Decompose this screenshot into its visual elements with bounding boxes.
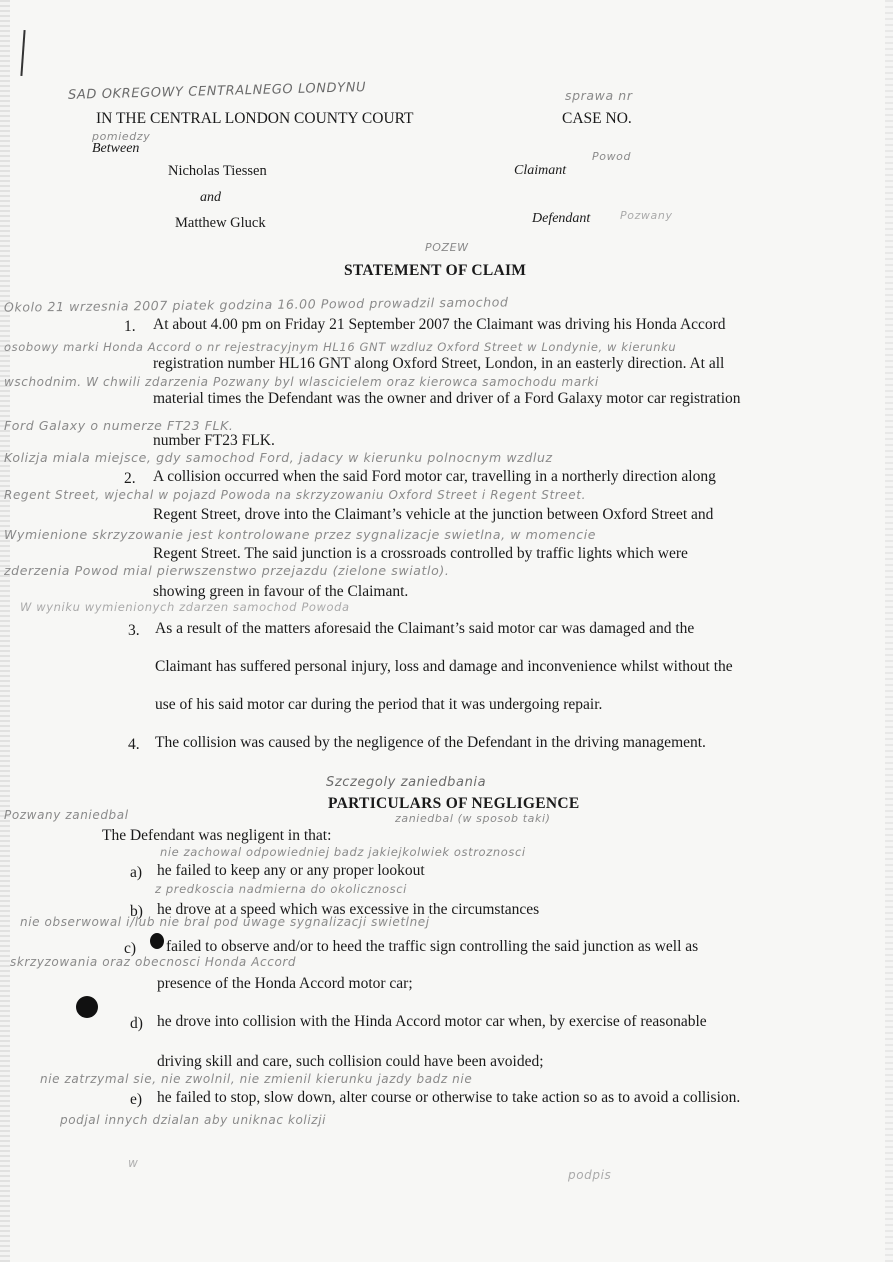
p1-line-3: material times the Defendant was the owner and driver of a Ford Galaxy motor car registration	[153, 390, 741, 407]
p1-line-2: registration number HL16 GNT along Oxford Street, London, in an easterly direction. At all	[153, 355, 725, 372]
item-d-label: d)	[130, 1015, 143, 1032]
ink-blot-1	[150, 933, 164, 949]
claimant-role: Claimant	[514, 163, 567, 178]
statement-title: STATEMENT OF CLAIM	[344, 262, 527, 279]
item-e-annotation-4: podpis	[568, 1168, 612, 1182]
p3-line-3: use of his said motor car during the period that it was undergoing repair.	[155, 696, 603, 713]
item-c-label: c)	[124, 940, 137, 957]
p4-line: The collision was caused by the negligence of the Defendant in the driving management.	[155, 734, 706, 751]
item-e-annotation-2: podjal innych dzialan aby uniknac kolizji	[60, 1113, 327, 1127]
p2-annotation-3: Wymienione skrzyzowanie jest kontrolowane przez sygnalizacje swietlna, w momencie	[4, 527, 597, 542]
between-label: Between	[92, 141, 140, 156]
defendant-annotation: Pozwany	[620, 209, 673, 222]
p2-annotation-2: Regent Street, wjechal w pojazd Powoda na skrzyzowaniu Oxford Street i Regent Street.	[4, 488, 586, 502]
intro-annotation-left: Pozwany zaniedbal	[4, 808, 129, 822]
item-b-annotation: z predkoscia nadmierna do okolicznosci	[155, 882, 407, 896]
item-c-annotation-1: nie obserwowal i/lub nie bral pod uwage sygnalizacji swietlnej	[20, 915, 430, 929]
case-annotation: sprawa nr	[565, 88, 633, 103]
claimant-name: Nicholas Tiessen	[168, 163, 267, 179]
item-e-text: he failed to stop, slow down, alter course or otherwise to take action so as to avoid a collision.	[157, 1089, 741, 1106]
statement-annotation: POZEW	[425, 241, 469, 254]
intro-annotation-right: zaniedbal (w sposob taki)	[395, 812, 551, 825]
p2-annotation-1: Kolizja miala miejsce, gdy samochod Ford, jadacy w kierunku polnocnym wzdluz	[4, 450, 553, 465]
scan-edge-right	[885, 0, 893, 1262]
p3-number: 3.	[128, 622, 140, 639]
p2-line-4: showing green in favour of the Claimant.	[153, 583, 409, 600]
item-e-annotation-1: nie zatrzymal sie, nie zwolnil, nie zmienil kierunku jazdy badz nie	[40, 1072, 473, 1086]
item-c-line-1: failed to observe and/or to heed the traffic sign controlling the said junction as well as	[166, 938, 699, 955]
p3-line-1: As a result of the matters aforesaid the Claimant’s said motor car was damaged and the	[155, 620, 695, 637]
item-d-line-2: driving skill and care, such collision could have been avoided;	[157, 1053, 544, 1070]
item-a-text: he failed to keep any or any proper lookout	[157, 862, 425, 879]
p4-number: 4.	[128, 736, 140, 753]
p2-number: 2.	[124, 470, 136, 487]
margin-pen-mark	[20, 30, 25, 76]
negligence-intro: The Defendant was negligent in that:	[102, 827, 332, 844]
item-a-label: a)	[130, 864, 143, 881]
case-no-label: CASE NO.	[562, 110, 632, 127]
ink-blot-2	[76, 996, 98, 1018]
claimant-annotation: Powod	[592, 150, 632, 163]
item-c-line-2: presence of the Honda Accord motor car;	[157, 975, 413, 992]
p2-line-1: A collision occurred when the said Ford motor car, travelling in a northerly direction along	[153, 468, 716, 485]
p2-line-2: Regent Street, drove into the Claimant’s vehicle at the junction between Oxford Street and	[153, 506, 714, 523]
court-name: IN THE CENTRAL LONDON COUNTY COURT	[96, 110, 414, 127]
item-e-annotation-3: w	[128, 1156, 139, 1170]
item-b-text: he drove at a speed which was excessive in the circumstances	[157, 901, 540, 918]
between-annotation: pomiedzy	[92, 130, 151, 143]
p3-line-2: Claimant has suffered personal injury, loss and damage and inconvenience whilst without the	[155, 658, 733, 675]
item-a-annotation: nie zachowal odpowiedniej badz jakiejkolwiek ostroznosci	[160, 845, 526, 859]
defendant-role: Defendant	[532, 211, 591, 226]
p2-annotation-5: W wyniku wymienionych zdarzen samochod Powoda	[20, 600, 350, 614]
item-c-annotation-2: skrzyzowania oraz obecnosci Honda Accord	[10, 955, 297, 969]
p1-annotation-2: osobowy marki Honda Accord o nr rejestracyjnym HL16 GNT wzdluz Oxford Street w Londynie, w kierunku	[4, 340, 677, 354]
p2-line-3: Regent Street. The said junction is a crossroads controlled by traffic lights which were	[153, 545, 688, 562]
negligence-title: PARTICULARS OF NEGLIGENCE	[328, 795, 580, 812]
defendant-name: Matthew Gluck	[175, 215, 266, 231]
p1-annotation-4: Ford Galaxy o numerze FT23 FLK.	[4, 418, 234, 433]
and-label: and	[200, 190, 221, 205]
p1-annotation-1: Okolo 21 wrzesnia 2007 piatek godzina 16.00 Powod prowadzil samochod	[3, 294, 509, 315]
scan-edge-left	[0, 0, 10, 1262]
p1-line-1: At about 4.00 pm on Friday 21 September 2007 the Claimant was driving his Honda Accord	[153, 316, 726, 333]
item-b-label: b)	[130, 903, 143, 920]
item-d-line-1: he drove into collision with the Hinda Accord motor car when, by exercise of reasonable	[157, 1013, 707, 1030]
court-annotation: SAD OKREGOWY CENTRALNEGO LONDYNU	[67, 80, 367, 103]
p2-annotation-4: zderzenia Powod mial pierwszenstwo przejazdu (zielone swiatlo).	[4, 563, 450, 578]
p1-number: 1.	[124, 318, 136, 335]
p1-line-4: number FT23 FLK.	[153, 432, 275, 449]
p1-annotation-3: wschodnim. W chwili zdarzenia Pozwany byl wlascicielem oraz kierowca samochodu marki	[4, 375, 599, 389]
negligence-annotation: Szczegoly zaniedbania	[326, 775, 487, 790]
item-e-label: e)	[130, 1091, 143, 1108]
